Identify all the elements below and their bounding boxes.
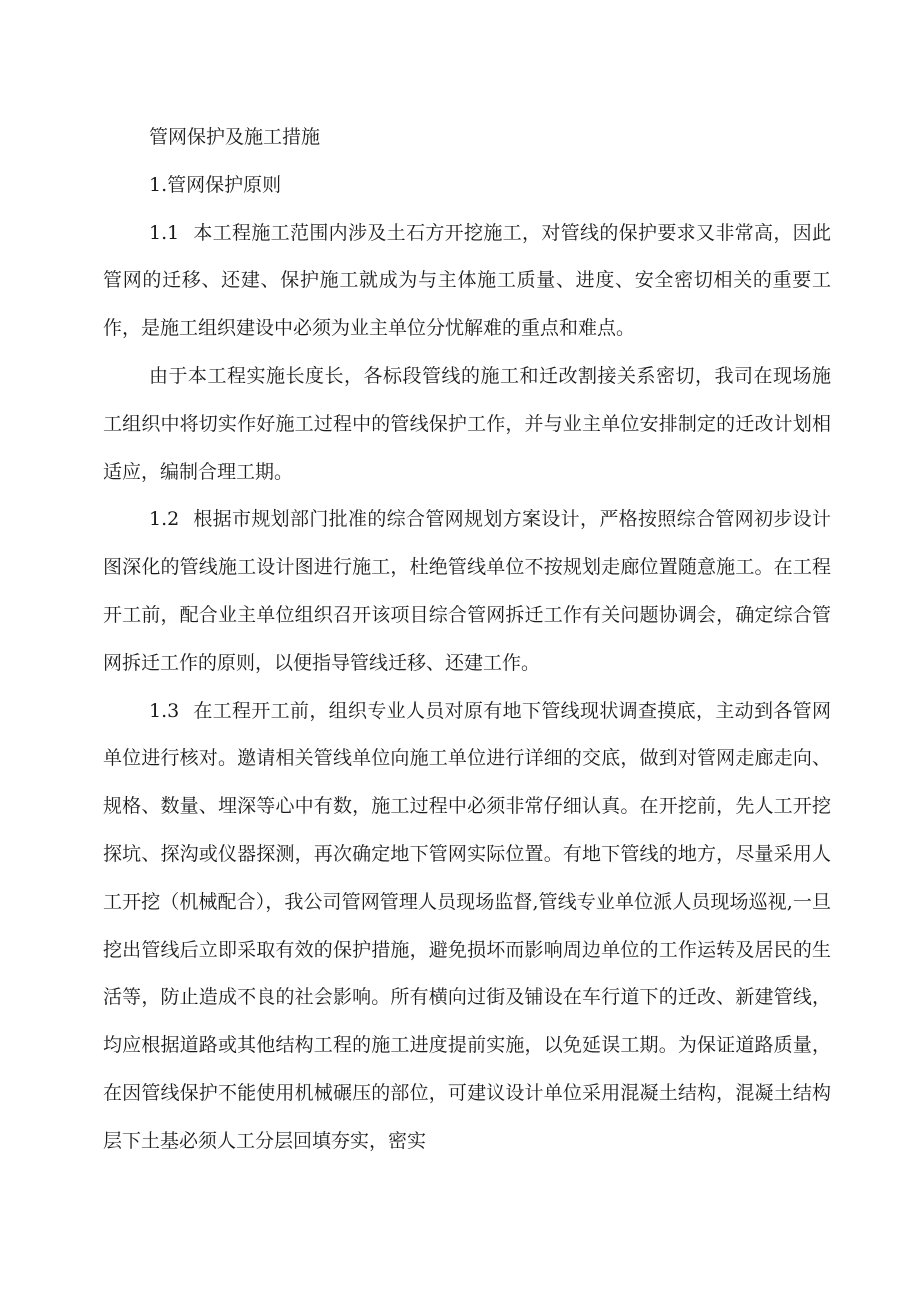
paragraph-1-3 (103, 688, 831, 1166)
paragraph-text: 本工程施工范围内涉及土石方开挖施工，对管线的保护要求又非常高，因此管网的迁移、还建、保护施工就成为与主体施工质量、进度、安全密切相关的重要工作，是施工组织建设中必须为业主单位分忧解难的重点和难点。 (103, 221, 831, 340)
document-title: 管网保护及施工措施 (149, 126, 321, 148)
paragraph-text: 根据市规划部门批准的综合管网规划方案设计，严格按照综合管网初步设计图深化的管线施工设计图进行施工，杜绝管线单位不按规划走廊位置随意施工。在工程开工前，配合业主单位组织召开该项目综合管网拆迁工作有关问题协调会，确定综合管网拆迁工作的原则，以便指导管线迁移、还建工作。 (103, 508, 831, 674)
paragraph-text: 由于本工程实施长度长，各标段管线的施工和迁改割接关系密切，我司在现场施工组织中将切实作好施工过程中的管线保护工作，并与业主单位安排制定的迁改计划相适应，编制合理工期。 (103, 364, 831, 483)
paragraph-number: 1.3 (149, 699, 180, 722)
paragraph-continuation (103, 353, 831, 496)
document-body (103, 114, 831, 1166)
paragraph-1-2 (103, 496, 831, 687)
section-heading: 1.管网保护原则 (149, 173, 282, 196)
paragraph-1-1 (103, 210, 831, 353)
paragraph-number: 1.2 (149, 508, 180, 531)
paragraph-number: 1.1 (149, 221, 180, 244)
paragraph-text: 在工程开工前，组织专业人员对原有地下管线现状调查摸底，主动到各管网单位进行核对。邀请相关管线单位向施工单位进行详细的交底，做到对管网走廊走向、规格、数量、埋深等心中有数，施工过程中必须非常仔细认真。在开挖前，先人工开挖探坑、探沟或仪器探测，再次确定地下管网实际位置。有地下管线的地方，尽量采用人工开挖（机械配合），我公司管网管理人员现场监督,管线专业单位派人员现场巡视,一旦挖出管线后立即采取有效的保护措施，避免损坏而影响周边单位的工作运转及居民的生活等，防止造成不良的社会影响。所有横向过街及铺设在车行道下的迁改、新建管线，均应根据道路或其他结构工程的施工进度提前实施，以免延误工期。为保证道路质量，在因管线保护不能使用机械碾压的部位，可建议设计单位采用混凝土结构，混凝土结构层下土基必须人工分层回填夯实，密实 (103, 699, 831, 1152)
